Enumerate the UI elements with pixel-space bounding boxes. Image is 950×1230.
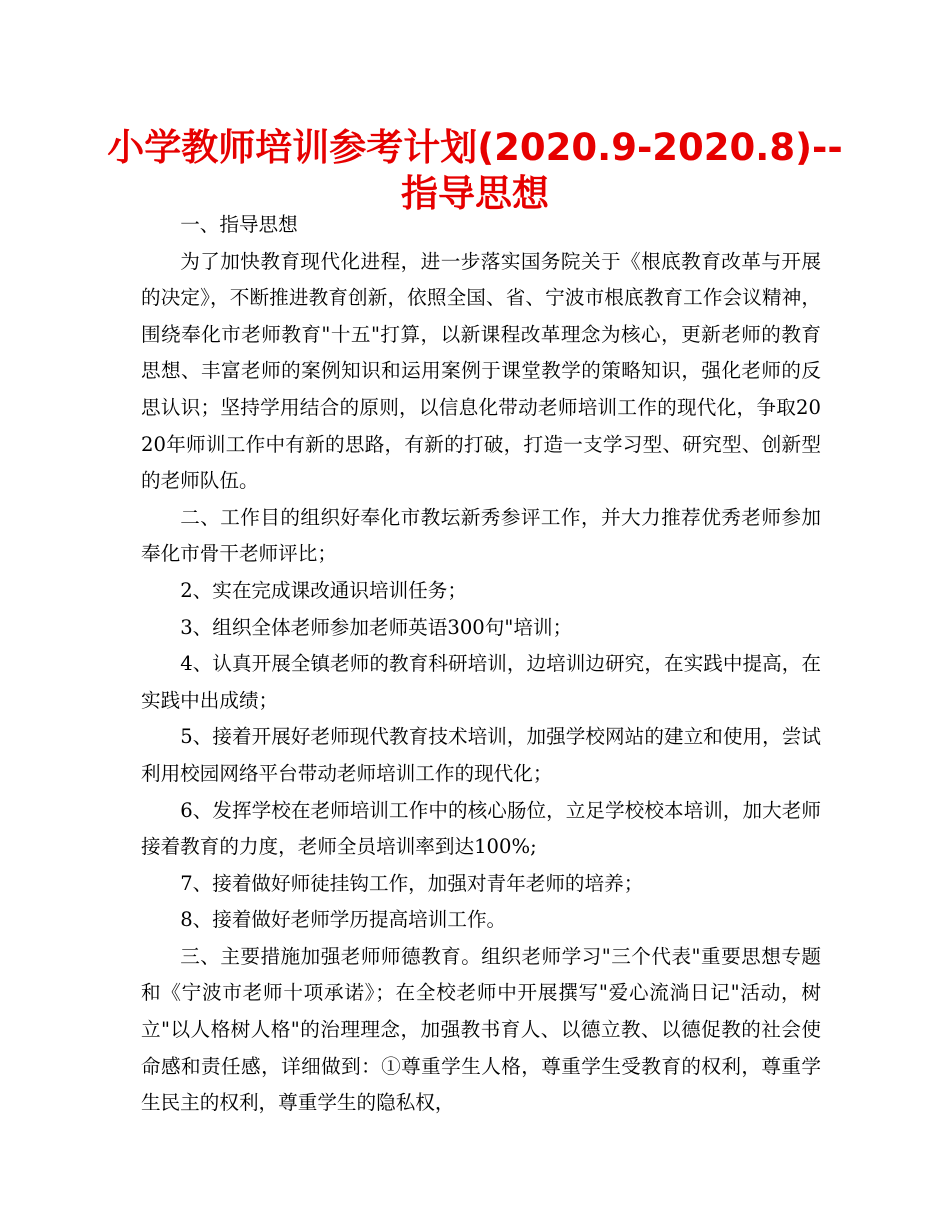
document-title-line-1: 小学教师培训参考计划(2020.9-2020.8)-- <box>107 126 843 169</box>
document-body <box>141 207 821 1122</box>
list-item-6: 6、发挥学校在老师培训工作中的核心肠位，立足学校校本培训，加大老师接着教育的力度，老师全员培训率到达100%; <box>141 798 821 859</box>
list-item-2: 2、实在完成课改通识培训任务； <box>180 578 467 602</box>
paragraph-guiding-thought: 为了加快教育现代化进程，进一步落实国务院关于《根底教育改革与开展的决定》，不断推进教育创新，依照全国、省、宁波市根底教育工作会议精神，围绕奉化市老师教育"十五"打算，以新课程改革理念为核心，更新老师的教育思想、丰富老师的案例知识和运用案例于课堂教学的策略知识，强化老师的反思认识；坚持学用结合的原则，以信息化带动老师培训工作的现代化，争取2020年师训工作中有新的思路，有新的打破，打造一支学习型、研究型、创新型的老师队伍。 <box>141 249 821 493</box>
list-item-5: 5、接着开展好老师现代教育技术培训，加强学校网站的建立和使用，尝试利用校园网络平台带动老师培训工作的现代化； <box>141 725 821 785</box>
list-item-4: 4、认真开展全镇老师的教育科研培训，边培训边研究，在实践中提高，在实践中出成绩； <box>141 652 821 712</box>
section-heading-guiding-thought: 一、指导思想 <box>180 213 298 236</box>
list-item-8: 8、接着做好老师学历提高培训工作。 <box>180 908 507 932</box>
paragraph-main-measures: 三、主要措施加强老师师德教育。组织老师学习"三个代表"重要思想专题和《宁波市老师十项承诺》；在全校老师中开展撰写"爱心流淌日记"活动，树立"以人格树人格"的治理理念，加强教书育人、以德立教、以德促教的社会使命感和责任感，详细做到：①尊重学生人格，尊重学生受教育的权利，尊重学生民主的权利，尊重学生的隐私权， <box>141 944 821 1115</box>
paragraph-work-goals: 二、工作目的组织好奉化市教坛新秀参评工作，并大力推荐优秀老师参加奉化市骨干老师评比； <box>141 505 821 566</box>
list-item-3: 3、组织全体老师参加老师英语300句"培训； <box>180 615 573 639</box>
list-item-7: 7、接着做好师徒挂钩工作，加强对青年老师的培养； <box>180 871 644 895</box>
document-title-line-2: 指导思想 <box>401 172 549 215</box>
